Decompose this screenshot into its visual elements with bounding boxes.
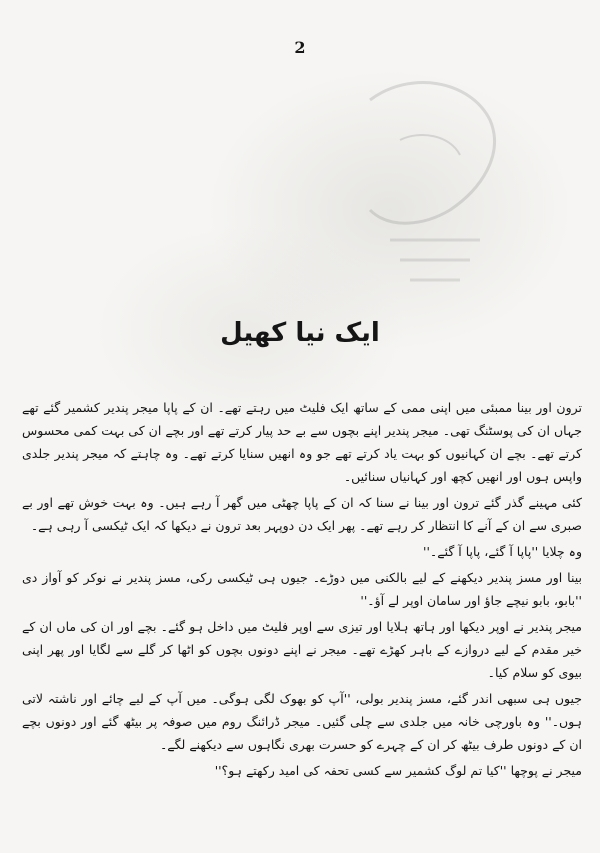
paragraph: میجر پندیر نے اوپر دیکھا اور ہاتھ ہلایا اور تیزی سے اوپر فلیٹ میں داخل ہو گئے۔ بچے اور ان کی ماں ان کے خیر مقدم کے لیے دروازے کے باہر کھڑے تھے۔ میجر نے اپنے دونوں بچوں کو اٹھا کر گلے سے لگایا اور پھر اپنی بیوی کو سلام کیا۔ bbox=[22, 619, 582, 680]
story-text bbox=[22, 396, 582, 785]
page-number: 2 bbox=[294, 38, 306, 57]
paragraph: کئی مہینے گذر گئے ترون اور بینا نے سنا کہ ان کے پاپا چھٹی میں گھر آ رہے ہیں۔ وہ بہت خوش تھے اور بے صبری سے ان کے آنے کا انتظار کر رہے تھے۔ پھر ایک دن دوپہر بعد ترون نے دیکھا کہ ایک ٹیکسی آ رہی ہے۔ bbox=[22, 495, 582, 533]
chapter-title: ایک نیا کھیل bbox=[220, 318, 380, 348]
paragraph: جیوں ہی سبھی اندر گئے، مسز پندیر بولی، ''آپ کو بھوک لگی ہوگی۔ میں آپ کے لیے چائے اور ناشتہ لاتی ہوں۔'' وہ باورچی خانہ میں جلدی سے چلی گئیں۔ میجر ڈرائنگ روم میں صوفہ پر بیٹھ گئے اور دونوں بچے ان کے دونوں طرف بیٹھ کر ان کے چہرے کو حسرت بھری نگاہوں سے دیکھنے لگے۔ bbox=[22, 691, 582, 752]
paragraph: ترون اور بینا ممبئی میں اپنی ممی کے ساتھ ایک فلیٹ میں رہتے تھے۔ ان کے پاپا میجر پندیر کشمیر گئے تھے جہاں ان کی پوسٹنگ تھی۔ میجر پندیر اپنے بچوں سے بے حد پیار کرتے تھے اور بچے ان کی بہت کمی محسوس کرتے تھے۔ بچے ان کہانیوں کو بہت یاد کرتے تھے جو وہ انھیں سنایا کرتے تھے۔ وہ چاہتے کہ میجر پندیر جلدی واپس ہوں اور انھیں کچھ اور کہانیاں سنائیں۔ bbox=[22, 400, 582, 484]
faded-illustration bbox=[330, 60, 530, 300]
paragraph: میجر نے پوچھا ''کیا تم لوگ کشمیر سے کسی تحفہ کی امید رکھتے ہو؟'' bbox=[214, 763, 582, 778]
paragraph: بینا اور مسز پندیر دیکھنے کے لیے بالکنی میں دوڑے۔ جیوں ہی ٹیکسی رکی، مسز پندیر نے نوکر کو آواز دی ''بابو، بابو نیچے جاؤ اور سامان اوپر لے آؤ۔'' bbox=[22, 570, 582, 608]
paragraph: وہ چلایا ''پاپا آ گئے، پاپا آ گئے۔'' bbox=[423, 544, 582, 559]
